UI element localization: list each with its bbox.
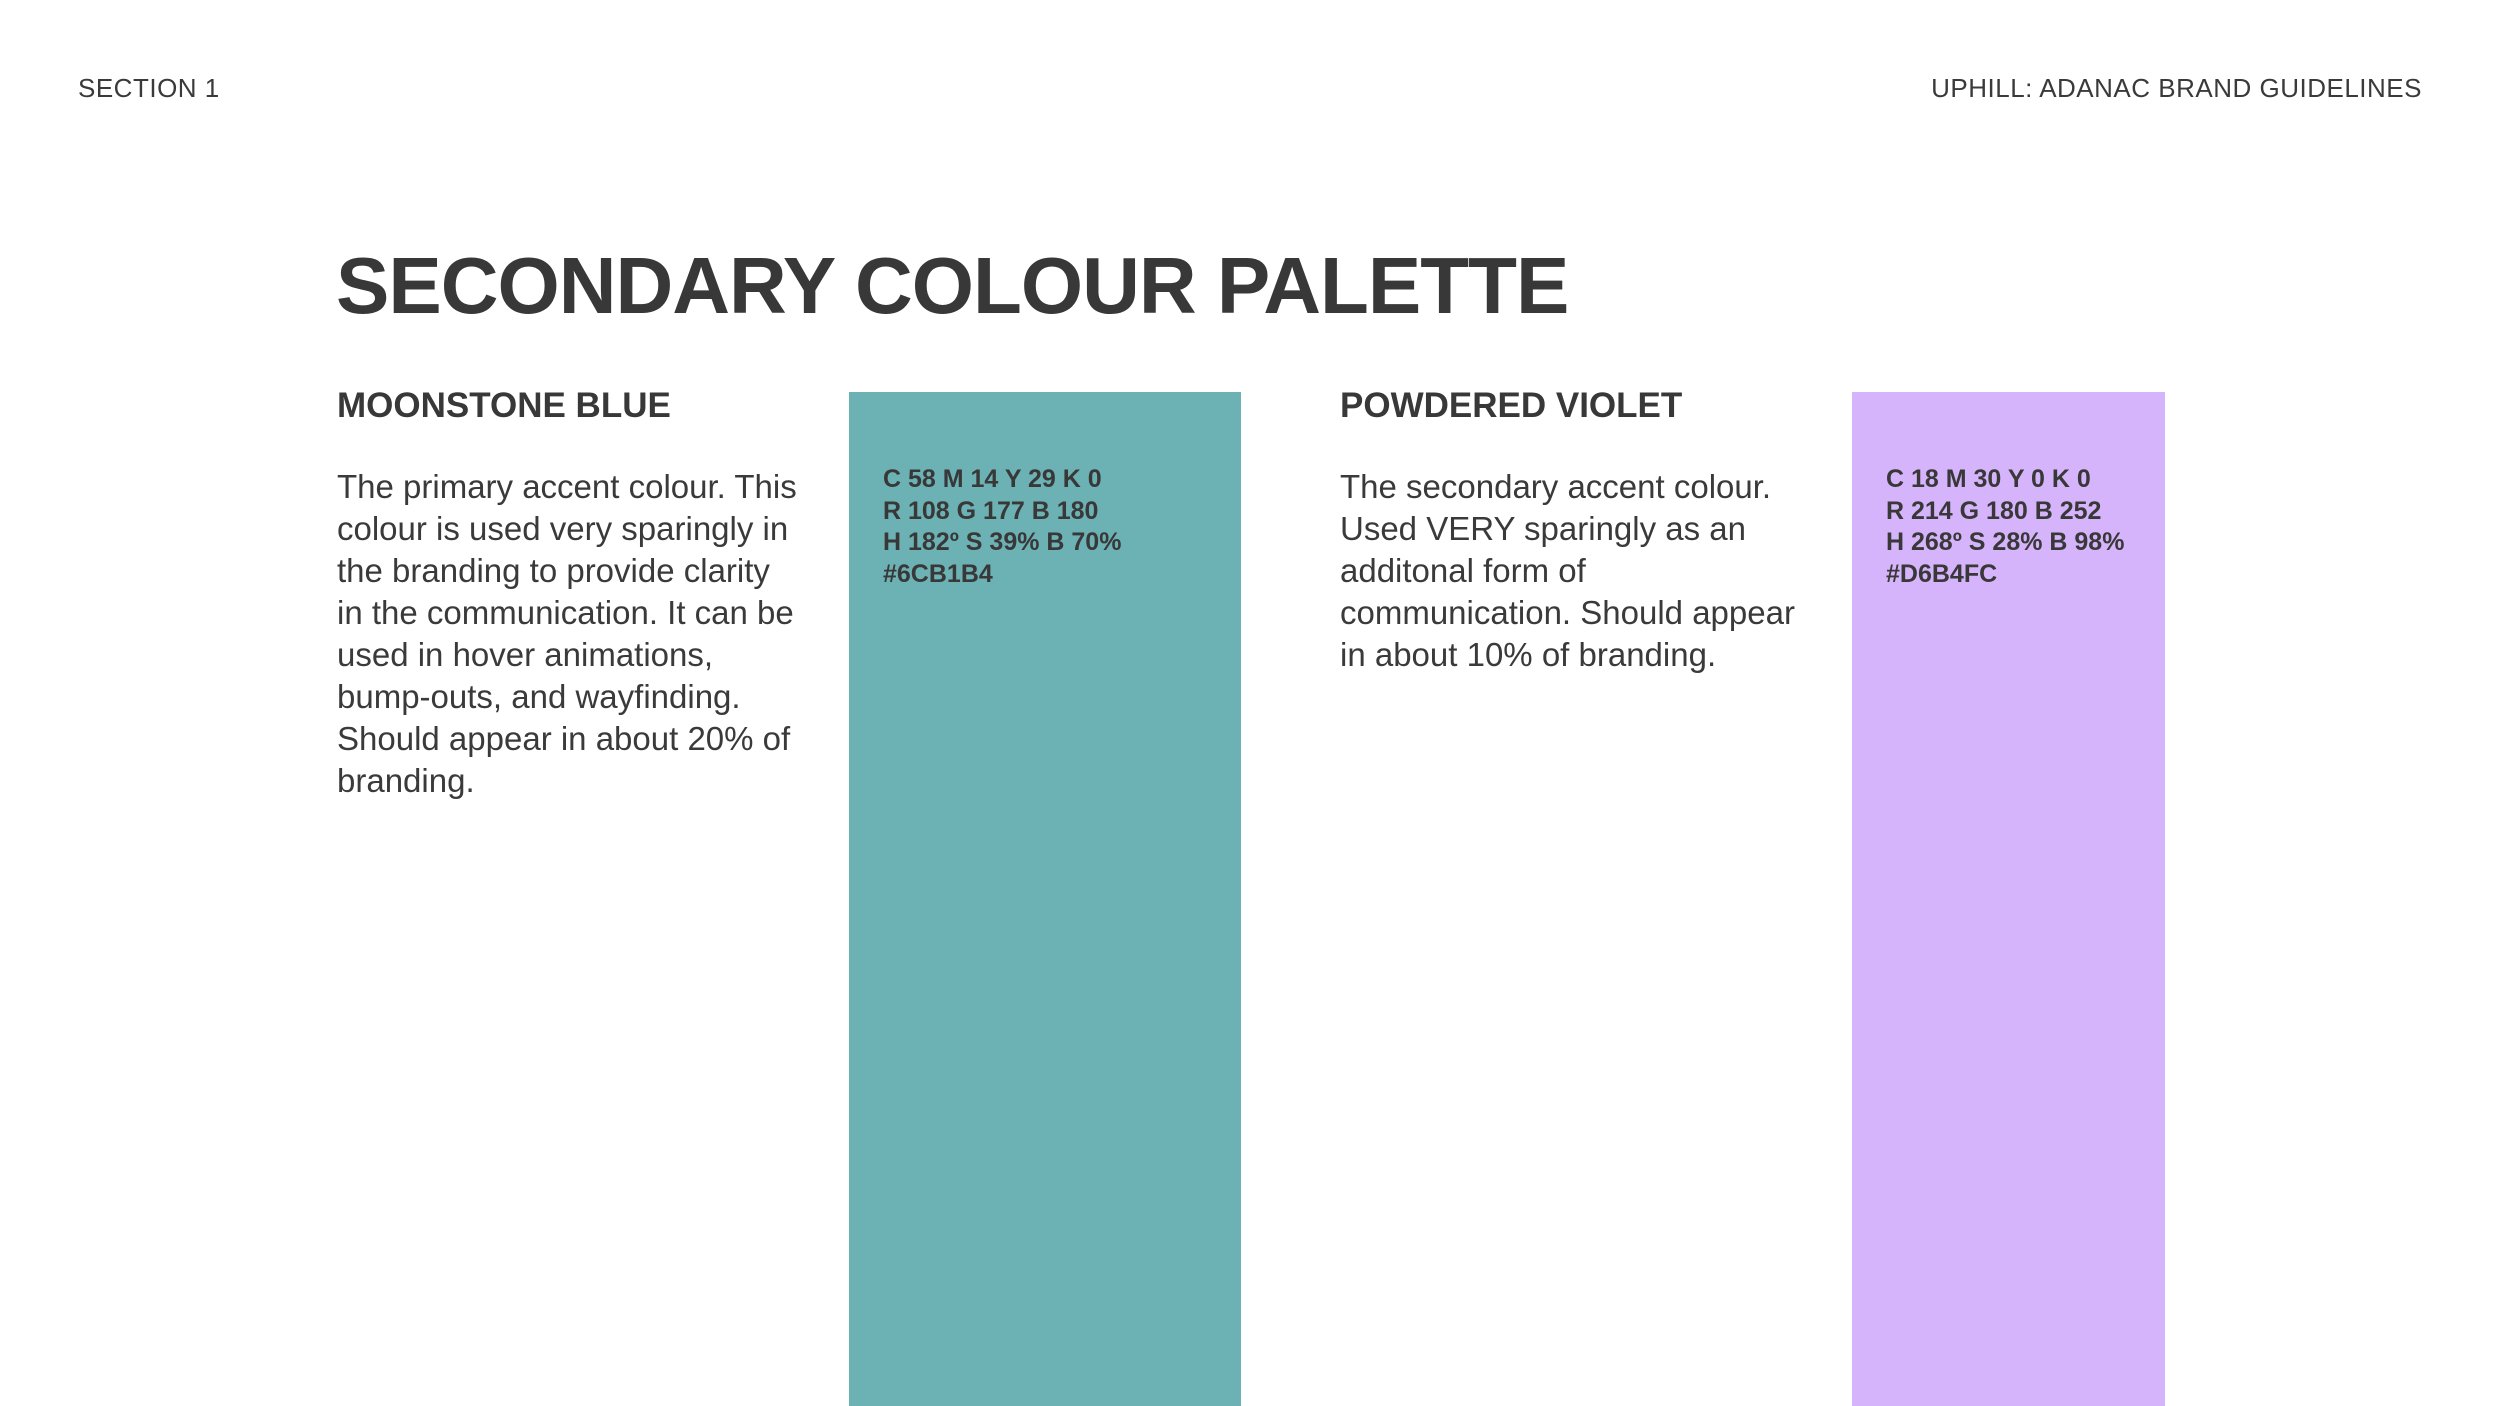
- hex-value: #6CB1B4: [883, 559, 993, 588]
- hsb-value: H 268º S 28% B 98%: [1886, 528, 2125, 556]
- section-label: SECTION 1: [78, 73, 220, 103]
- rgb-value: R 214 G 180 B 252: [1886, 496, 2102, 525]
- colour-specs-powdered-violet: [1886, 464, 2124, 590]
- page-title: SECONDARY COLOUR PALETTE: [336, 241, 1569, 330]
- rgb-value: R 108 G 177 B 180: [883, 496, 1099, 525]
- cmyk-value: C 18 M 30 Y 0 K 0: [1886, 465, 2091, 493]
- hsb-value: H 182º S 39% B 70%: [883, 528, 1122, 556]
- colour-name-moonstone-blue: MOONSTONE BLUE: [337, 386, 671, 425]
- hex-value: #D6B4FC: [1886, 559, 1998, 588]
- colour-specs-moonstone-blue: [883, 464, 1121, 590]
- colour-description-moonstone-blue: The primary accent colour. This colour is used very sparingly in the branding to provide clarity in the communication. It can be used in hover animations, bump-outs, and wayfinding. Should appear in about 20% of branding.: [337, 468, 797, 799]
- document-title: UPHILL: ADANAC BRAND GUIDELINES: [1931, 73, 2422, 103]
- colour-description-powdered-violet: The secondary accent colour. Used VERY sparingly as an additonal form of communication. Should appear in about 10% of branding.: [1340, 468, 1795, 673]
- colour-name-powdered-violet: POWDERED VIOLET: [1340, 386, 1683, 425]
- colour-swatch-powdered-violet: [1852, 392, 2165, 1406]
- colour-swatch-moonstone-blue: [849, 392, 1241, 1406]
- cmyk-value: C 58 M 14 Y 29 K 0: [883, 465, 1102, 493]
